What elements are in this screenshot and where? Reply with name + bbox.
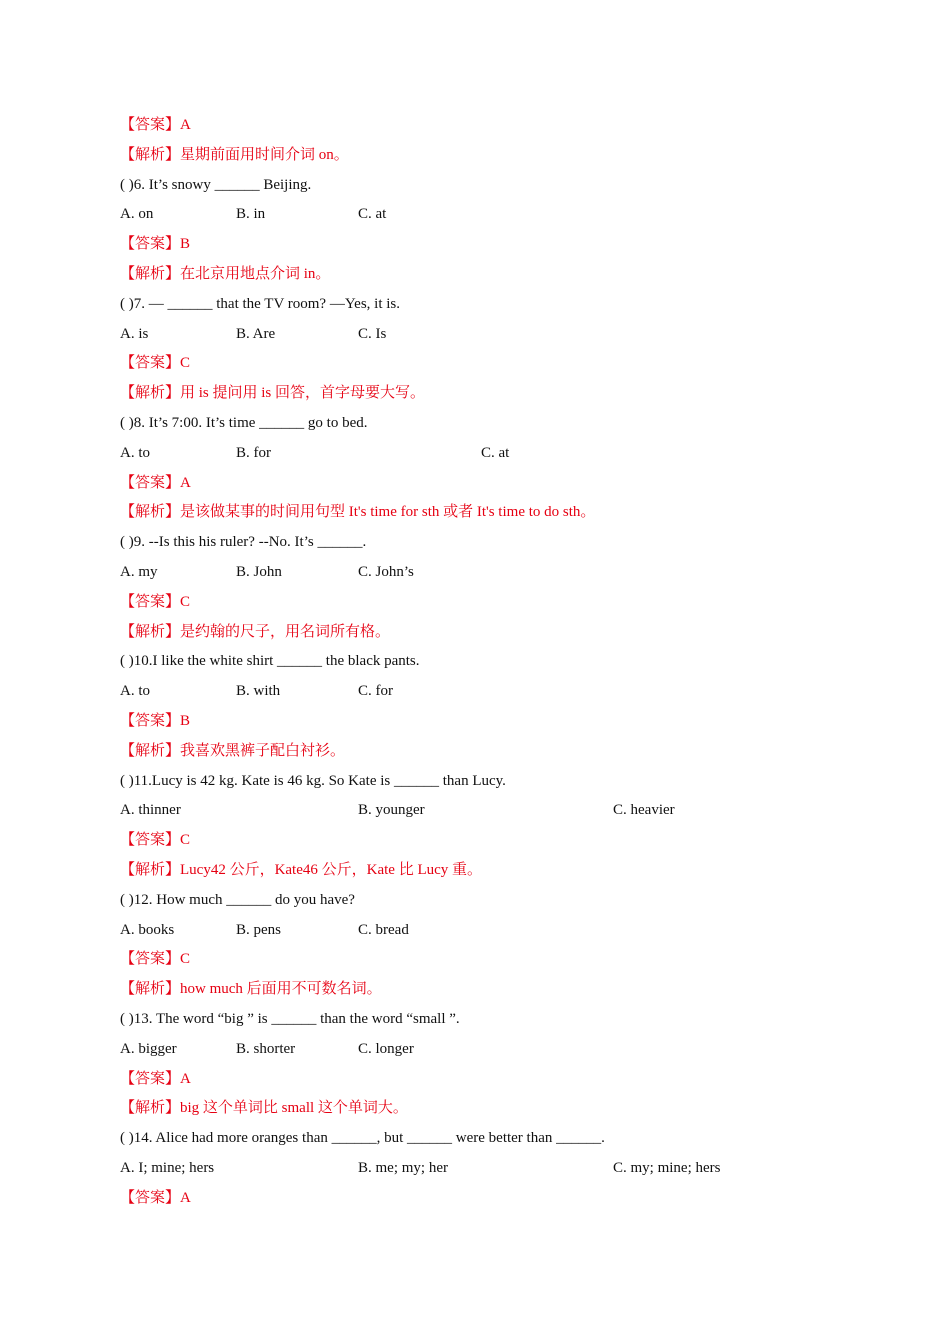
- answer-text: 【答案】A: [120, 1071, 191, 1087]
- option-c: C. at: [481, 445, 510, 461]
- analysis-line: [120, 859, 482, 881]
- question-text: ( )6. It’s snowy ______ Beijing.: [120, 177, 312, 193]
- answer-text: 【答案】A: [120, 475, 191, 491]
- option-a: A. bigger: [120, 1041, 177, 1057]
- question-text: ( )11.Lucy is 42 kg. Kate is 46 kg. So Kate is ______ than Lucy.: [120, 773, 506, 789]
- analysis-text: 【解析】big 这个单词比 small 这个单词大。: [120, 1100, 408, 1116]
- answer-line: [120, 352, 190, 374]
- answer-line: [120, 591, 190, 613]
- option-b: B. in: [236, 206, 266, 222]
- question-text: ( )14. Alice had more oranges than ______, but ______ were better than ______.: [120, 1130, 605, 1146]
- option-a: A. is: [120, 326, 149, 342]
- answer-line: [120, 710, 190, 732]
- question-text: ( )10.I like the white shirt ______ the black pants.: [120, 653, 420, 669]
- answer-text: 【答案】C: [120, 951, 191, 967]
- answer-line: [120, 1068, 191, 1090]
- question-line: [120, 1127, 605, 1149]
- answer-text: 【答案】A: [120, 1190, 191, 1206]
- question-line: [120, 650, 420, 672]
- question-text: ( )13. The word “big ” is ______ than the word “small ”.: [120, 1011, 460, 1027]
- question-line: [120, 770, 506, 792]
- option-b: B. shorter: [236, 1041, 296, 1057]
- question-text: ( )8. It’s 7:00. It’s time ______ go to bed.: [120, 415, 368, 431]
- analysis-text: 【解析】是约翰的尺子，用名词所有格。: [120, 624, 391, 640]
- question-line: [120, 889, 355, 911]
- analysis-text: 【解析】how much 后面用不可数名词。: [120, 981, 382, 997]
- question-line: [120, 412, 367, 434]
- answer-line: [120, 472, 191, 494]
- question-line: [120, 1008, 460, 1030]
- answer-text: 【答案】C: [120, 832, 191, 848]
- option-b: B. pens: [236, 922, 281, 938]
- option-a: A. thinner: [120, 802, 181, 818]
- answer-line: [120, 233, 190, 255]
- answer-line: [120, 1187, 191, 1209]
- question-line: [120, 531, 366, 553]
- answer-line: [120, 114, 191, 136]
- analysis-text: 【解析】我喜欢黑裤子配白衬衫。: [120, 743, 346, 759]
- option-b: B. younger: [358, 802, 425, 818]
- option-a: A. on: [120, 206, 154, 222]
- option-b: B. for: [236, 445, 271, 461]
- question-text: ( )7. — ______ that the TV room? —Yes, it is.: [120, 296, 400, 312]
- option-b: B. Are: [236, 326, 276, 342]
- option-c: C. for: [358, 683, 393, 699]
- analysis-line: [120, 501, 595, 523]
- question-text: ( )12. How much ______ do you have?: [120, 892, 355, 908]
- answer-line: [120, 829, 190, 851]
- option-a: A. to: [120, 683, 150, 699]
- analysis-line: [120, 382, 425, 404]
- analysis-text: 【解析】星期前面用时间介词 on。: [120, 147, 349, 163]
- answer-text: 【答案】C: [120, 355, 191, 371]
- answer-line: [120, 948, 190, 970]
- option-c: C. at: [358, 206, 387, 222]
- answer-text: 【答案】B: [120, 713, 191, 729]
- analysis-line: [120, 1097, 408, 1119]
- answer-text: 【答案】A: [120, 117, 191, 133]
- analysis-text: 【解析】是该做某事的时间用句型 It's time for sth 或者 It's time to do sth。: [120, 504, 596, 520]
- analysis-line: [120, 263, 330, 285]
- option-c: C. heavier: [613, 802, 675, 818]
- option-a: A. my: [120, 564, 158, 580]
- option-a: A. I; mine; hers: [120, 1160, 215, 1176]
- question-text: ( )9. --Is this his ruler? --No. It’s ______.: [120, 534, 367, 550]
- answer-text: 【答案】C: [120, 594, 191, 610]
- option-c: C. John’s: [358, 564, 414, 580]
- option-a: A. to: [120, 445, 150, 461]
- analysis-line: [120, 978, 382, 1000]
- question-line: [120, 174, 311, 196]
- question-line: [120, 293, 400, 315]
- analysis-text: 【解析】用 is 提问用 is 回答，首字母要大写。: [120, 385, 426, 401]
- option-b: B. with: [236, 683, 281, 699]
- option-c: C. bread: [358, 922, 409, 938]
- answer-text: 【答案】B: [120, 236, 191, 252]
- option-b: B. me; my; her: [358, 1160, 448, 1176]
- analysis-text: 【解析】Lucy42 公斤，Kate46 公斤，Kate 比 Lucy 重。: [120, 862, 483, 878]
- option-c: C. longer: [358, 1041, 414, 1057]
- option-a: A. books: [120, 922, 175, 938]
- analysis-line: [120, 144, 349, 166]
- option-c: C. Is: [358, 326, 387, 342]
- option-b: B. John: [236, 564, 282, 580]
- analysis-line: [120, 621, 390, 643]
- option-c: C. my; mine; hers: [613, 1160, 721, 1176]
- analysis-text: 【解析】在北京用地点介词 in。: [120, 266, 331, 282]
- analysis-line: [120, 740, 345, 762]
